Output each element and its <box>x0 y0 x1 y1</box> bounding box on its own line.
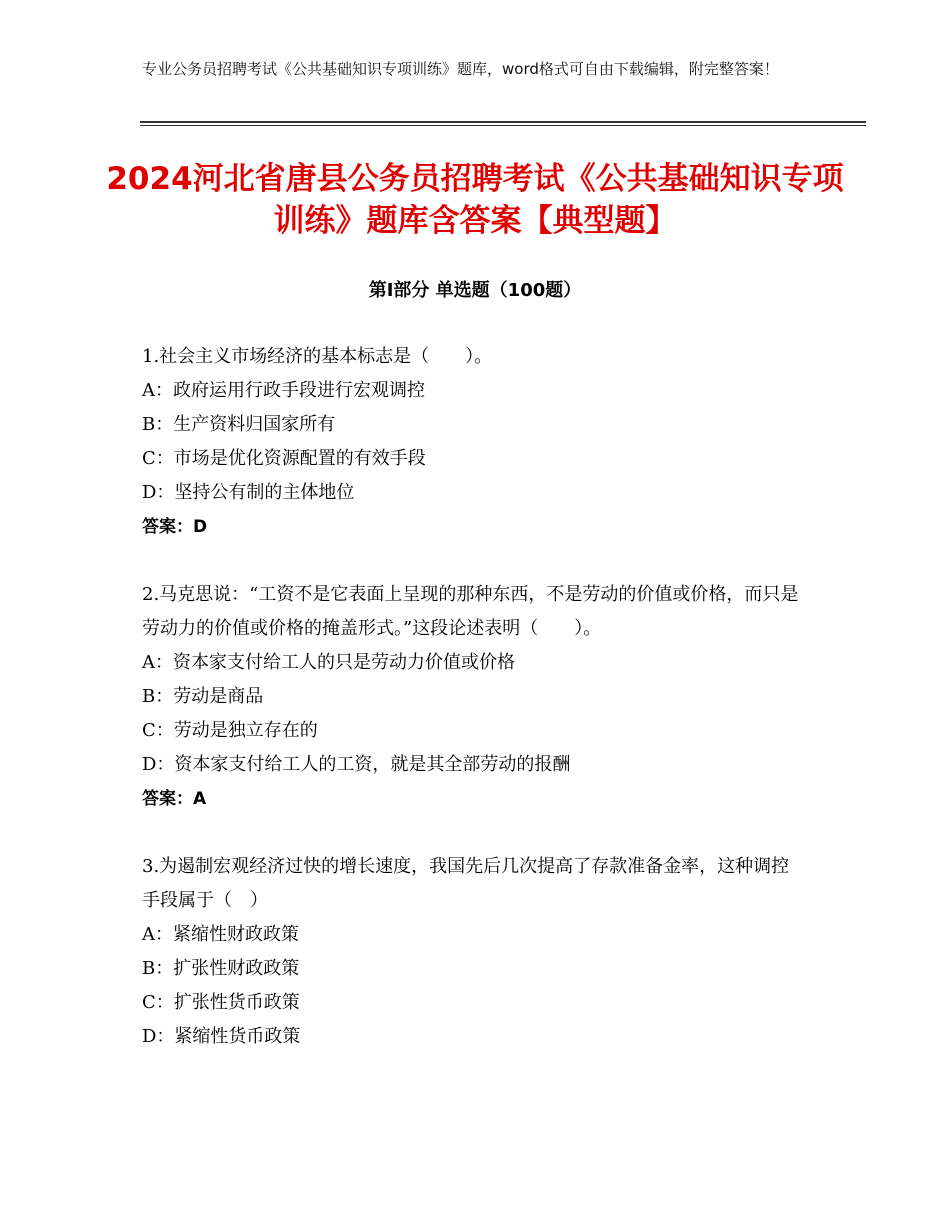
section-title: 第Ⅰ部分 单选题（100题） <box>368 280 582 301</box>
option-a: A：资本家支付给工人的只是劳动力价值或价格 <box>142 652 515 673</box>
option-d: D：紧缩性货币政策 <box>142 1026 301 1047</box>
answer-line <box>142 782 802 816</box>
answer-line <box>142 510 802 544</box>
question-stem: 1.社会主义市场经济的基本标志是（ ）。 <box>142 346 493 367</box>
question-1 <box>142 340 802 544</box>
header-rule-thick <box>140 121 866 123</box>
option-c: C：劳动是独立存在的 <box>142 720 318 741</box>
option-d: D：资本家支付给工人的工资，就是其全部劳动的报酬 <box>142 754 571 775</box>
question-2 <box>142 578 802 816</box>
option-a: A：紧缩性财政政策 <box>142 924 299 945</box>
option-b: B：扩张性财政政策 <box>142 958 300 979</box>
answer-label: 答案： <box>142 517 193 537</box>
option-b: B：劳动是商品 <box>142 686 264 707</box>
option-c: C：扩张性货币政策 <box>142 992 300 1013</box>
question-list <box>142 340 802 1088</box>
answer-label: 答案： <box>142 789 193 809</box>
option-a: A：政府运用行政手段进行宏观调控 <box>142 380 425 401</box>
header-rule-thin <box>140 125 866 126</box>
question-stem: 3.为遏制宏观经济过快的增长速度，我国先后几次提高了存款准备金率，这种调控手段属于（ ） <box>142 856 790 911</box>
option-c: C：市场是优化资源配置的有效手段 <box>142 448 426 469</box>
header-note: 专业公务员招聘考试《公共基础知识专项训练》题库，word格式可自由下载编辑，附完整答案！ <box>142 60 779 78</box>
question-stem: 2.马克思说：“工资不是它表面上呈现的那种东西，不是劳动的价值或价格，而只是劳动力的价值或价格的掩盖形式。”这段论述表明（ ）。 <box>142 584 799 639</box>
answer-value: D <box>193 517 208 537</box>
option-b: B：生产资料归国家所有 <box>142 414 336 435</box>
option-d: D：坚持公有制的主体地位 <box>142 482 355 503</box>
document-title: 2024河北省唐县公务员招聘考试《公共基础知识专项训练》题库含答案【典型题】 <box>106 161 844 239</box>
question-3 <box>142 850 802 1054</box>
answer-value: A <box>193 789 207 809</box>
